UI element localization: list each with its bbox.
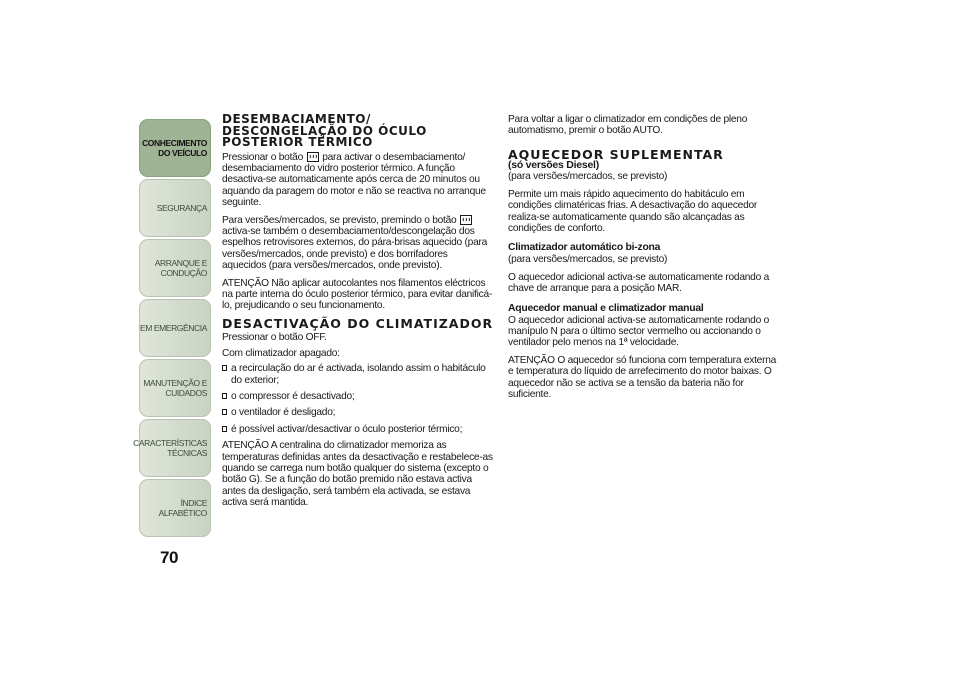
- paragraph-heater-description: Permite um mais rápido aquecimento do habitáculo em condições climatéricas frias. A desactivação do aquecedor realiza-se automaticamente quando são alcançadas as condições de conforto.: [508, 188, 758, 234]
- checkbox-bullet-icon: [222, 409, 227, 415]
- list-item-text: o compressor é desactivado;: [231, 390, 355, 402]
- right-column: [508, 114, 784, 406]
- climate-off-list: [222, 363, 494, 435]
- note-versions-markets: (para versões/mercados, se previsto): [508, 254, 668, 266]
- paragraph-manual-activation: O aquecedor adicional activa-se automaticamente rodando o manípulo N para o último sector vermelho ou accionando o ventilador pelo menos na 1ª velocidade.: [508, 314, 769, 349]
- tab-manutencao-e-cuidados[interactable]: MANUTENÇÃO E CUIDADOS: [139, 359, 211, 417]
- heading-bizone-climate: Climatizador automático bi-zona: [508, 242, 661, 254]
- paragraph-bizone-activation: O aquecedor adicional activa-se automaticamente rodando a chave de arranque para a posição MAR.: [508, 271, 769, 295]
- p2-end: activa-se também o desembaciamento/descongelação dos espelhos retrovisores externos, do pára-brisas aquecido (para versões/mercados, onde previsto) e dos borrifadores aquecidos (para versões/mercados, onde previsto).: [222, 225, 488, 272]
- list-item: [222, 407, 494, 418]
- paragraph-rear-defrost-1: [222, 152, 494, 209]
- heading-manual-heater: Aquecedor manual e climatizador manual: [508, 302, 704, 314]
- tab-caracteristicas-tecnicas[interactable]: CARACTERÍSTICAS TÉCNICAS: [139, 419, 211, 477]
- rear-window-defrost-icon: [307, 152, 319, 162]
- checkbox-bullet-icon: [222, 365, 227, 371]
- tab-conhecimento-do-veiculo[interactable]: CONHECIMENTO DO VEÍCULO: [139, 119, 211, 177]
- list-item-text: a recirculação do ar é activada, isolando assim o habitáculo do exterior;: [231, 363, 486, 386]
- p2-start: Para versões/mercados, se previsto, premindo o botão: [222, 214, 457, 226]
- list-item: [222, 424, 494, 435]
- heading-rear-defrost: DESEMBACIAMENTO/ DESCONGELAÇÃO DO ÓCULO POSTERIOR TÉRMICO: [222, 112, 427, 149]
- paragraph-auto-mode: Para voltar a ligar o climatizador em condições de pleno automatismo, premir o botão AUTO.: [508, 114, 748, 137]
- checkbox-bullet-icon: [222, 393, 227, 399]
- heading-climate-off: DESACTIVAÇÃO DO CLIMATIZADOR: [222, 315, 494, 331]
- tab-em-emergencia[interactable]: EM EMERGÊNCIA: [139, 299, 211, 357]
- p1-end: para activar o desembaciamento/ desembaciamento do vidro posterior térmico. A função desactiva-se automaticamente após cerca de 20 minutos ou aquando da paragem do motor e não se reactiva no arranque seguinte.: [222, 151, 486, 209]
- paragraph-press-off: Pressionar o botão OFF.: [222, 332, 327, 344]
- list-item-text: é possível activar/desactivar o óculo posterior térmico;: [231, 423, 463, 435]
- checkbox-bullet-icon: [222, 426, 227, 432]
- tab-arranque-e-conducao[interactable]: ARRANQUE E CONDUÇÃO: [139, 239, 211, 297]
- note-versions-markets: (para versões/mercados, se previsto): [508, 171, 668, 183]
- list-item: [222, 391, 494, 402]
- warning-rear-window: ATENÇÃO Não aplicar autocolantes nos filamentos eléctricos na parte interna do óculo posterior térmico, para evitar danificá-lo, prejudicando o seu funcionamento.: [222, 277, 493, 312]
- rear-window-defrost-icon: [460, 215, 472, 225]
- heading-supplementary-heater: AQUECEDOR SUPLEMENTAR: [508, 146, 724, 162]
- warning-heater-conditions: ATENÇÃO O aquecedor só funciona com temperatura externa e temperatura do líquido de arrefecimento do motor baixas. O aquecedor não se activa se a tensão da bateria não for suficiente.: [508, 354, 777, 400]
- paragraph-rear-defrost-2: [222, 215, 494, 272]
- list-item: [222, 363, 494, 386]
- subheading-diesel: (só versões Diesel): [508, 159, 599, 172]
- list-item-text: o ventilador é desligado;: [231, 407, 336, 419]
- warning-climate-memory: ATENÇÃO A centralina do climatizador memoriza as temperaturas definidas antes da desactivação e restabelece-as quando se carrega num botão qualquer do sistema (excepto o botão G). Se a função do botão premido não estava activa antes da desligação, será também ela activada, se estava activa será mantida.: [222, 440, 493, 509]
- tab-seguranca[interactable]: SEGURANÇA: [139, 179, 211, 237]
- page-number: 70: [160, 548, 178, 567]
- p1-start: Pressionar o botão: [222, 151, 304, 163]
- left-column: [222, 114, 494, 515]
- paragraph-climate-off: Com climatizador apagado:: [222, 347, 340, 359]
- tab-indice-alfabetico[interactable]: ÍNDICE ALFABÉTICO: [139, 479, 211, 537]
